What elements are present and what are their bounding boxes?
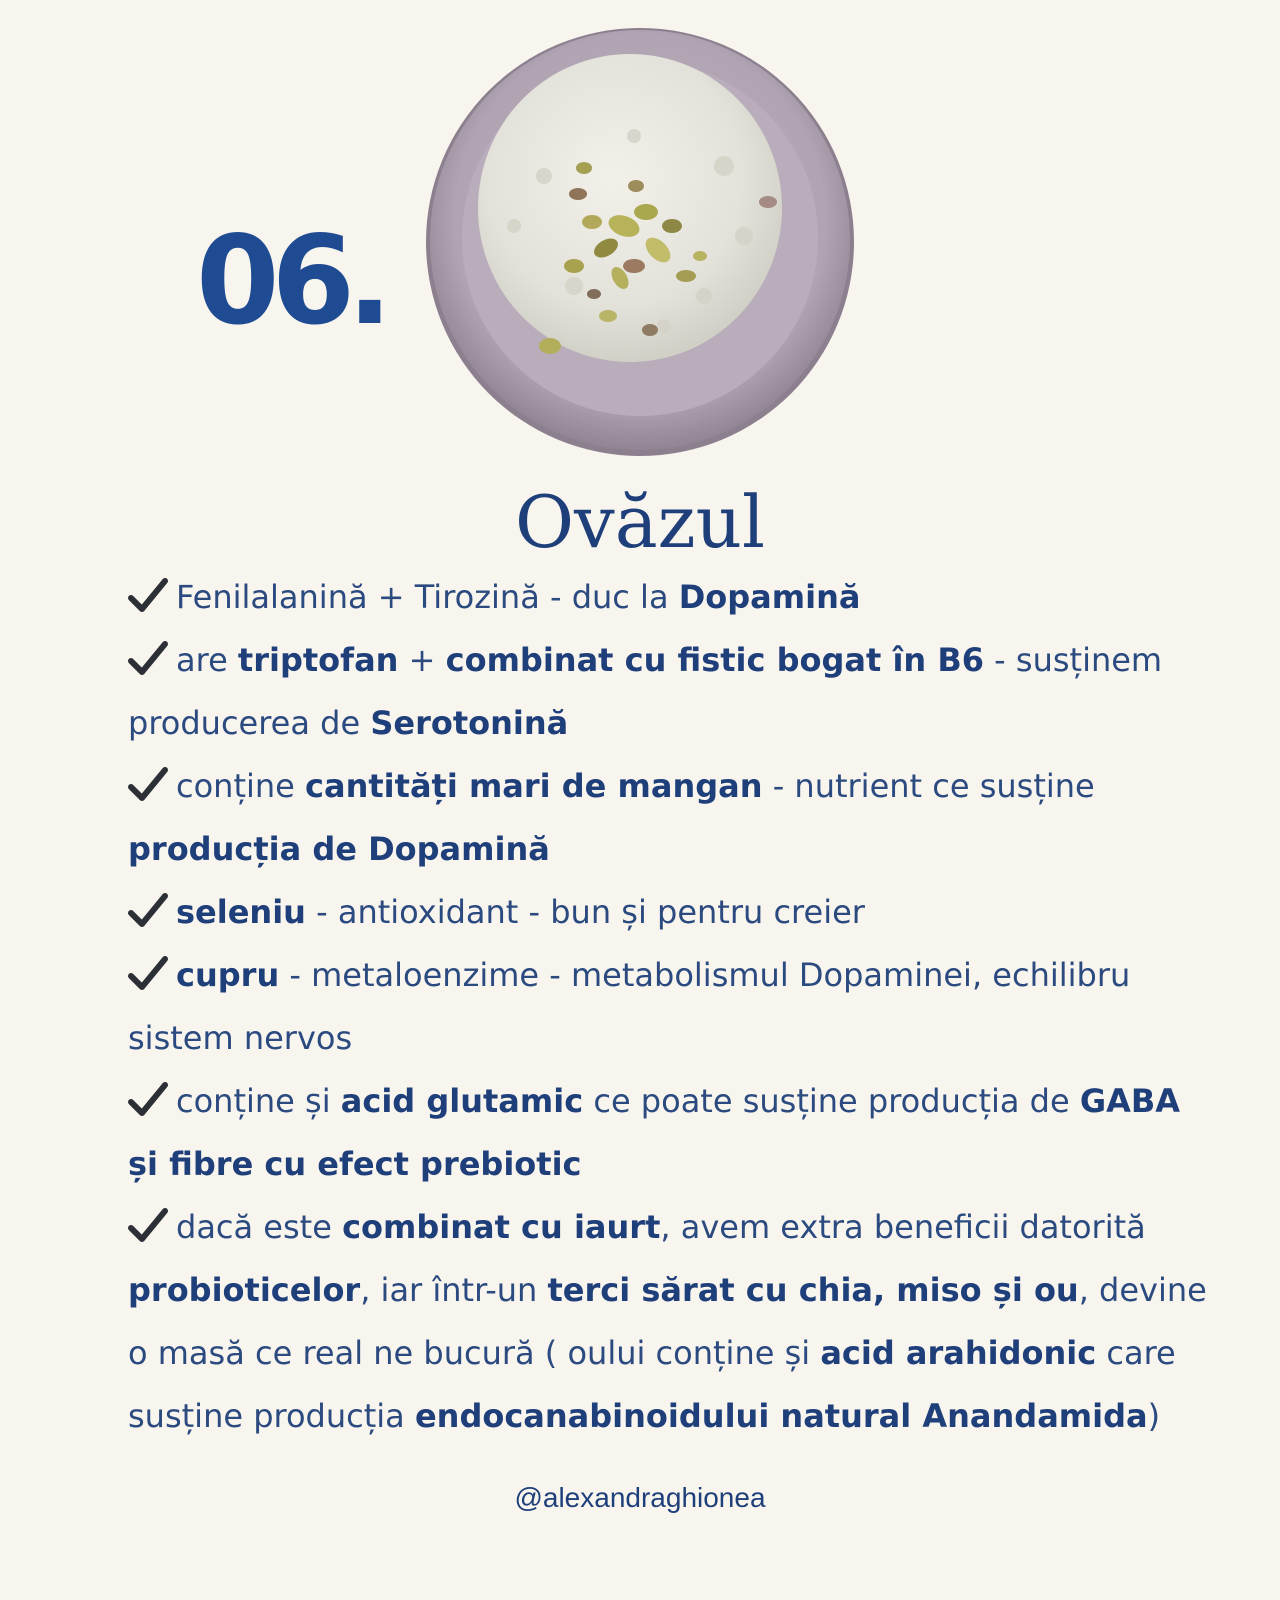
benefits-list xyxy=(128,566,1218,1448)
item-text: - metaloenzime - metabolismul Dopaminei, echilibru sistem nervos xyxy=(128,956,1131,1057)
highlighted-text: Dopamină xyxy=(678,578,861,616)
highlighted-text: combinat cu fistic bogat în B6 xyxy=(445,641,984,679)
highlighted-text: Serotonină xyxy=(370,704,569,742)
checkmark-icon xyxy=(128,956,168,992)
highlighted-text: seleniu xyxy=(176,893,306,931)
item-text: ce poate susține producția de xyxy=(583,1082,1080,1120)
item-text: conține xyxy=(176,767,306,805)
checkmark-icon xyxy=(128,1082,168,1118)
checkmark-icon xyxy=(128,641,168,677)
list-item xyxy=(128,1070,1218,1196)
highlighted-text: combinat cu iaurt xyxy=(342,1208,661,1246)
item-text: , iar într-un xyxy=(360,1271,548,1309)
highlighted-text: GABA și fibre cu efect prebiotic xyxy=(128,1082,1181,1183)
item-number: 06. xyxy=(196,210,385,353)
item-text: are xyxy=(176,641,238,679)
highlighted-text: endocanabinoidului natural Anandamida xyxy=(414,1397,1148,1435)
highlighted-text: acid arahidonic xyxy=(820,1334,1097,1372)
checkmark-icon xyxy=(128,1208,168,1244)
highlighted-text: triptofan xyxy=(237,641,399,679)
list-item xyxy=(128,755,1218,881)
item-text: ) xyxy=(1147,1397,1161,1435)
highlighted-text: terci sărat cu chia, miso și ou xyxy=(547,1271,1079,1309)
checkmark-icon xyxy=(128,767,168,803)
item-text: dacă este xyxy=(176,1208,343,1246)
checkmark-icon xyxy=(128,893,168,929)
list-item xyxy=(128,944,1218,1070)
highlighted-text: cantități mari de mangan xyxy=(305,767,763,805)
oatmeal-bowl-image xyxy=(424,26,856,458)
page-title: Ovăzul xyxy=(515,480,765,564)
checkmark-icon xyxy=(128,578,168,614)
item-text: - susținem producerea de xyxy=(128,641,1163,742)
list-item xyxy=(128,566,1218,629)
highlighted-text: cupru xyxy=(176,956,280,994)
list-item xyxy=(128,881,1218,944)
item-text: - nutrient ce susține xyxy=(762,767,1095,805)
highlighted-text: producția de Dopamină xyxy=(128,830,550,868)
item-text: care susține producția xyxy=(128,1334,1176,1435)
highlighted-text: acid glutamic xyxy=(340,1082,584,1120)
item-text: Fenilalanină + Tirozină - duc la xyxy=(176,578,679,616)
item-text: , avem extra beneficii datorită xyxy=(660,1208,1146,1246)
list-item xyxy=(128,629,1218,755)
highlighted-text: probioticelor xyxy=(128,1271,361,1309)
item-text: + xyxy=(398,641,446,679)
list-item xyxy=(128,1196,1218,1448)
item-text: - antioxidant - bun și pentru creier xyxy=(305,893,865,931)
author-handle: @alexandraghionea xyxy=(514,1482,766,1513)
item-text: , devine o masă ce real ne bucură ( oului conține și xyxy=(128,1271,1207,1372)
item-text: conține și xyxy=(176,1082,341,1120)
